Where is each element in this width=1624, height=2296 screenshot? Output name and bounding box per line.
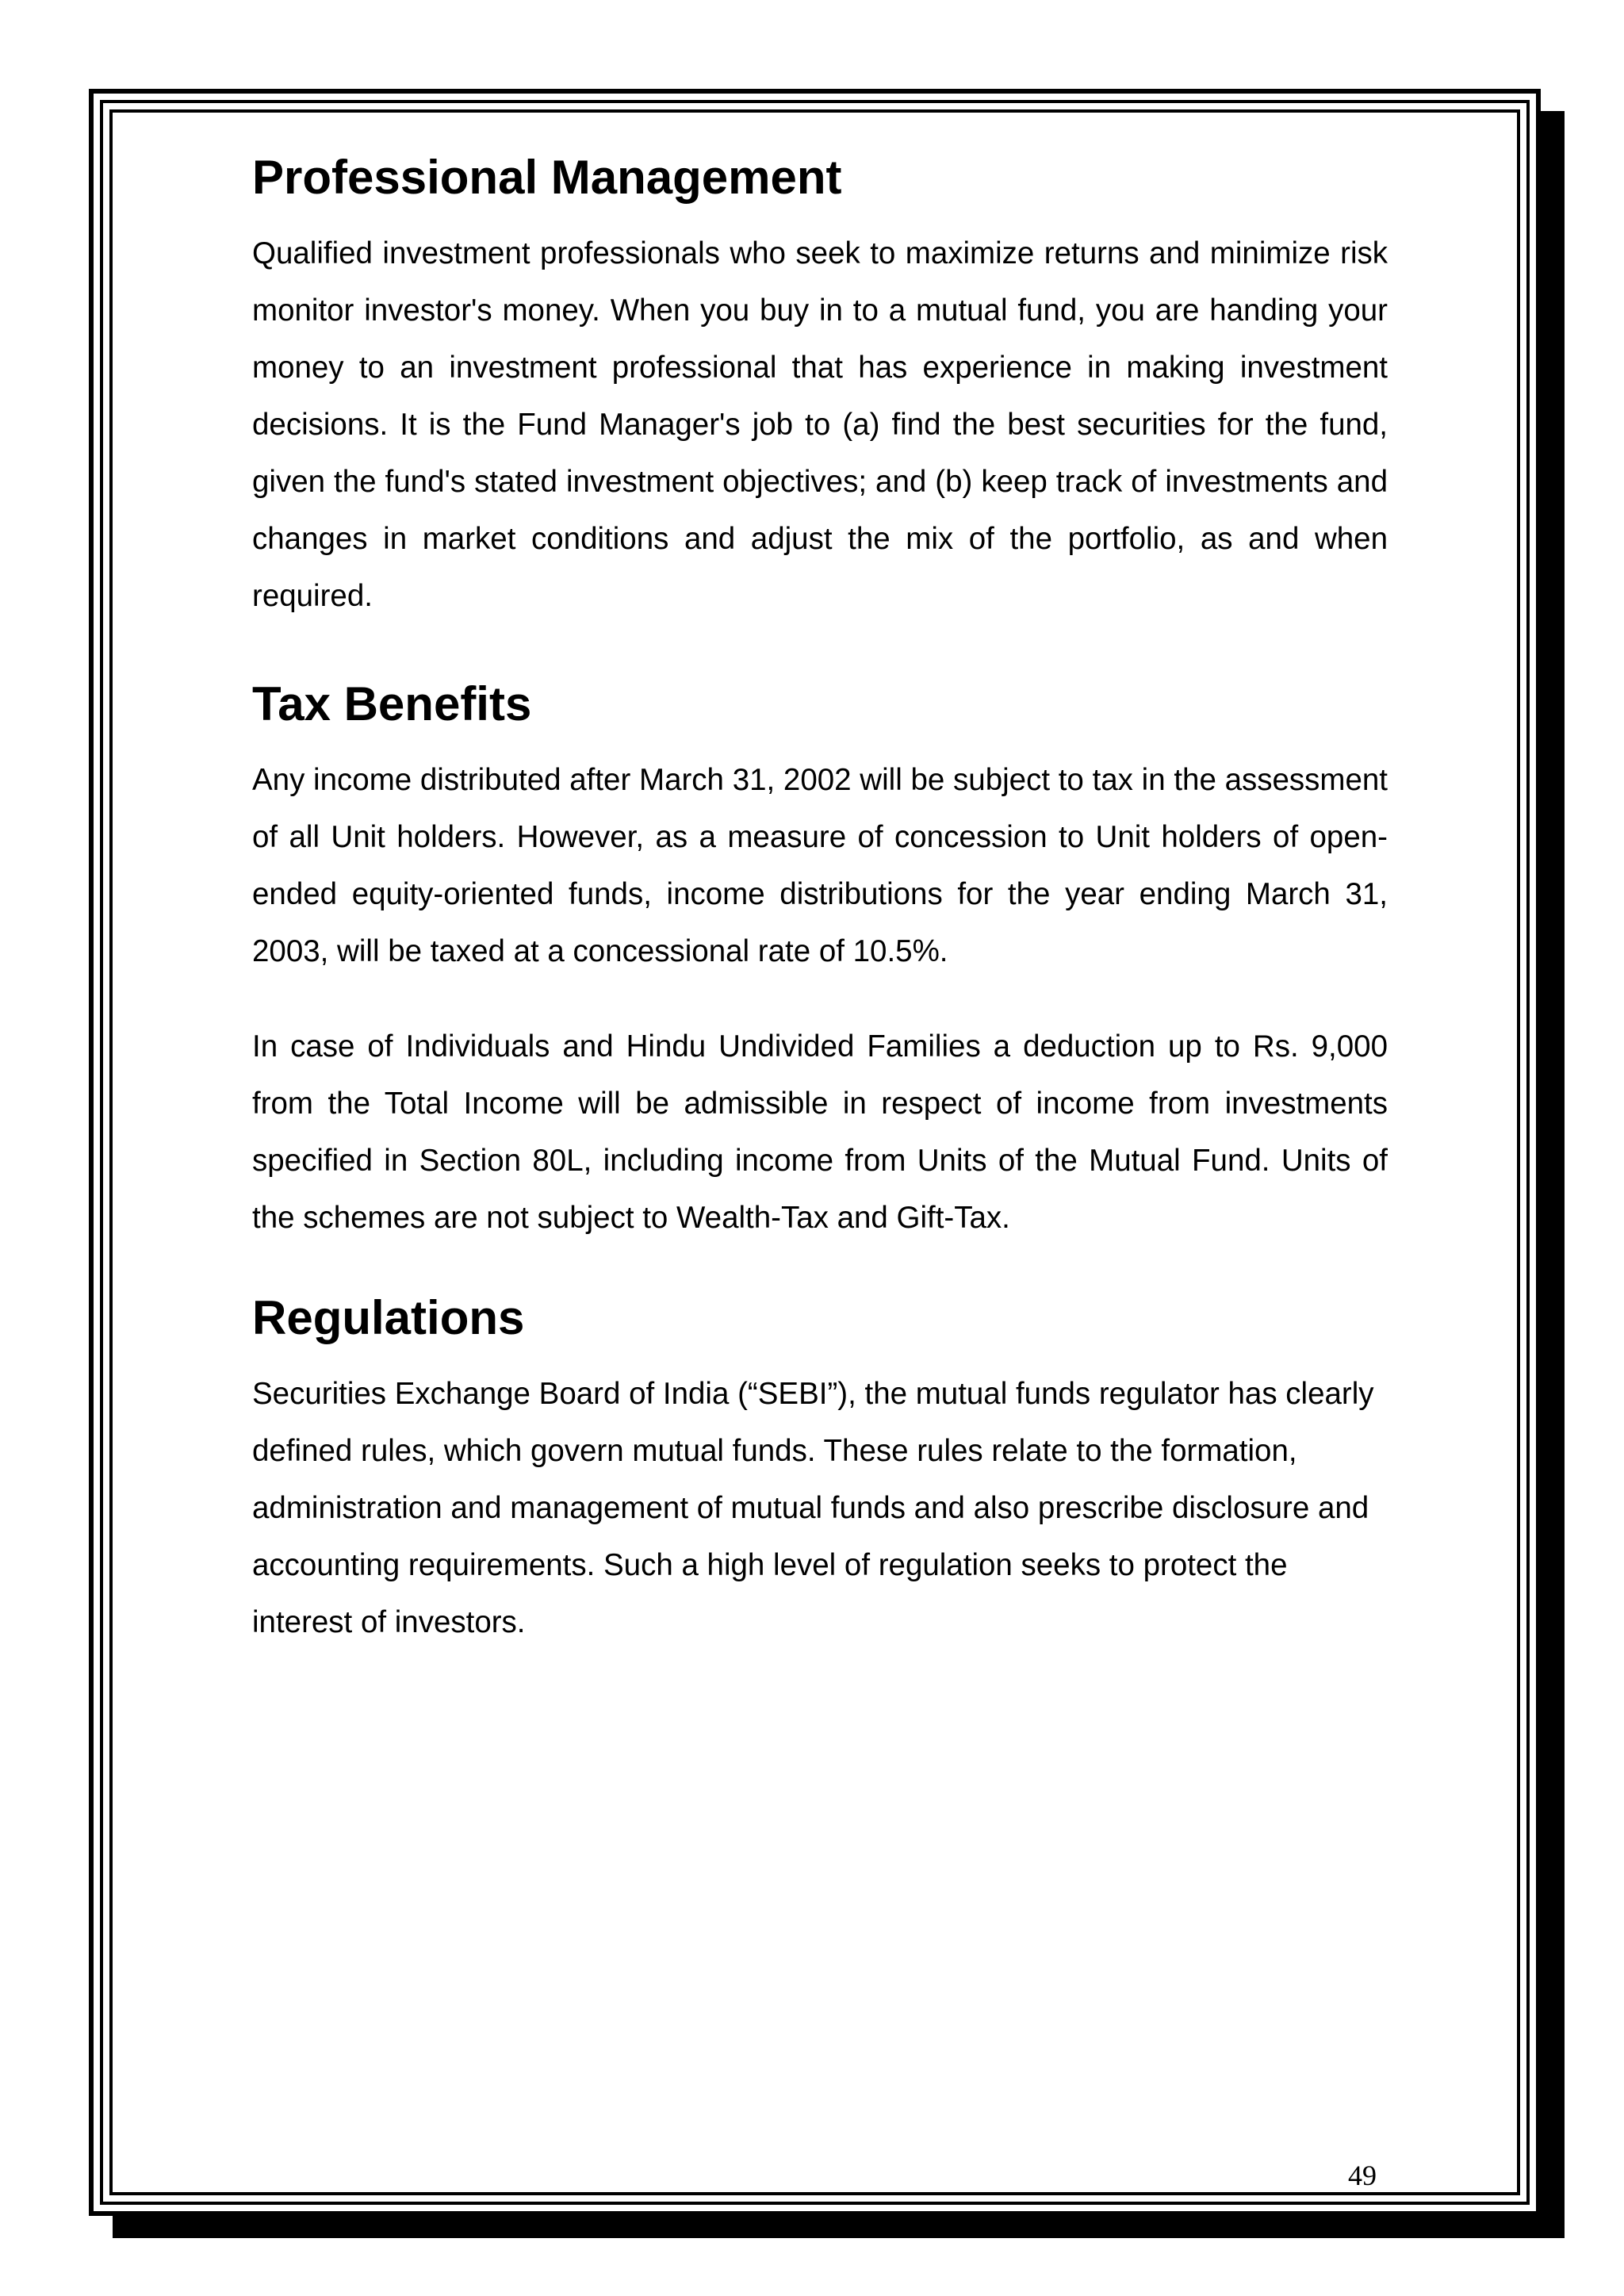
page-border-frame [89,89,1541,2216]
page-number: 49 [1348,2160,1377,2191]
paragraph-professional-management: Qualified investment professionals who seek to maximize returns and minimize risk monitor investor's money. When you buy in to a mutual fund, you are handing your money to an investment professional that has experience in making investment decisions. It is the Fund Manager's job to (a) find the best securities for the fund, given the fund's stated investment objectives; and (b) keep track of investments and changes in market conditions and adjust the mix of the portfolio, as and when required. [252,236,1388,613]
paragraph-regulations: Securities Exchange Board of India (“SEBI”), the mutual funds regulator has clearly defined rules, which govern mutual funds. These rules relate to the formation, administration and management of mutual funds and also prescribe disclosure and accounting requirements. Such a high level of regulation seeks to protect the interest of investors. [252,1377,1374,1639]
section-professional-management [252,149,1388,625]
page-content [252,149,1388,1651]
paragraph-tax-benefits-1: Any income distributed after March 31, 2002 will be subject to tax in the assessment of all Unit holders. However, as a measure of concession to Unit holders of open-ended equity-oriented funds, income distributions for the year ending March 31, 2003, will be taxed at a concessional rate of 10.5%. [252,763,1388,968]
section-heading-regulations: Regulations [252,1291,525,1344]
section-regulations [252,1290,1388,1651]
section-heading-professional-management: Professional Management [252,151,842,204]
paragraph-tax-benefits-2: In case of Individuals and Hindu Undivided Families a deduction up to Rs. 9,000 from the Total Income will be admissible in respect of income from investments specified in Section 80L, including income from Units of the Mutual Fund. Units of the schemes are not subject to Wealth-Tax and Gift-Tax. [252,1029,1388,1235]
section-tax-benefits [252,676,1388,1247]
section-heading-tax-benefits: Tax Benefits [252,677,532,730]
